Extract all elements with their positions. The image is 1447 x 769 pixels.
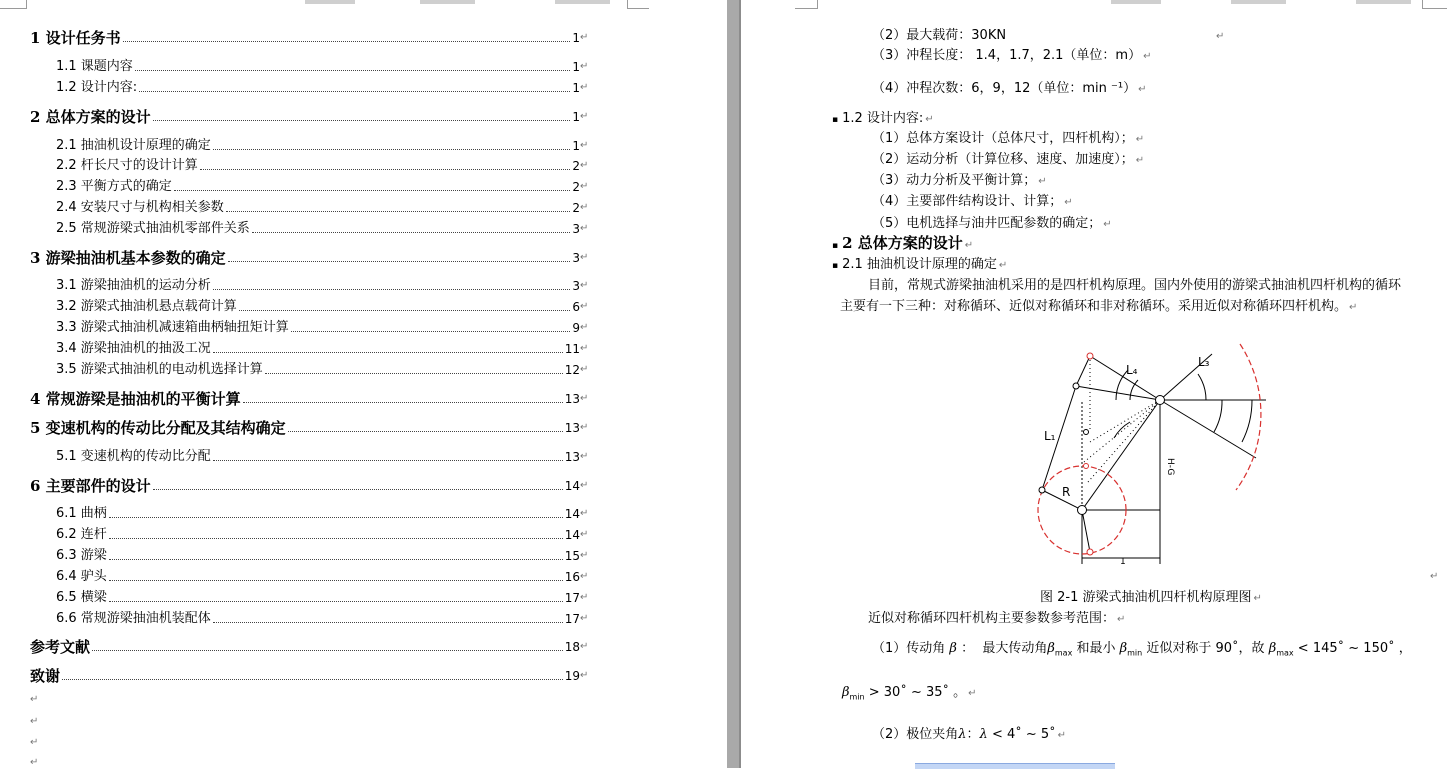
header-fragment: [305, 0, 355, 4]
toc-entry-page: 1: [572, 31, 580, 45]
toc-entry-page: 2: [572, 159, 580, 173]
paragraph-mark: ↵: [30, 737, 39, 748]
paragraph-mark: ↵: [580, 529, 589, 540]
toc-leader-dots: [62, 679, 563, 680]
crank-center-node: [1078, 506, 1087, 515]
toc-leader-dots: [153, 120, 571, 121]
paragraph-mark: ↵: [30, 694, 39, 705]
toc-leader-dots: [123, 41, 571, 42]
toc-entry-title: 致谢: [30, 667, 61, 685]
toc-entry-page: 14: [564, 479, 580, 493]
margin-corner-top-right-v: [1422, 0, 1423, 9]
crank-arm-2: [1082, 510, 1090, 552]
paragraph-mark: ↵: [1430, 571, 1439, 582]
horsehead-arm-bottom: [1160, 400, 1256, 458]
toc-entry-title: 3.5 游梁式抽油机的电动机选择计算: [56, 362, 263, 377]
toc-entry[interactable]: [30, 317, 590, 337]
header-fragment: [1356, 0, 1411, 4]
toc-entry-page: 6: [572, 300, 580, 314]
toc-leader-dots: [109, 517, 563, 518]
header-fragment: [555, 0, 610, 4]
toc-entry-title: 2.3 平衡方式的确定: [56, 179, 172, 194]
toc-entry-title: 2 总体方案的设计: [30, 108, 151, 126]
toc-entry[interactable]: [30, 417, 590, 437]
toc-entry-page: 14: [564, 507, 580, 521]
toc-entry[interactable]: [30, 27, 590, 47]
paragraph-mark: ↵: [580, 592, 589, 603]
toc-entry-title: 2.5 常规游梁式抽油机零部件关系: [56, 221, 250, 236]
toc-leader-dots: [213, 622, 563, 623]
paragraph-mark: ↵: [30, 757, 39, 768]
toc-entry-page: 13: [564, 392, 580, 406]
param-transmission-angle: （1）传动角 β ： 最大传动角$\beta_{max}$ 和最小 $\beta_{min}$ 近似对称于 90˚，故 $\beta_{max}$ < 145˚ ~ 150˚ ，: [872, 641, 1412, 658]
paragraph-mark: ↵: [580, 322, 589, 333]
toc-entry-title: 6.2 连杆: [56, 527, 107, 542]
paragraph-mark: ↵: [580, 140, 589, 151]
param-stroke-count: （4）冲程次数：6，9，12（单位：min ⁻¹） ↵: [872, 81, 1147, 96]
toc-entry-page: 19: [564, 669, 580, 683]
angle-arc: [1242, 400, 1252, 442]
toc-entry[interactable]: [30, 176, 590, 196]
margin-corner-top-right: [627, 8, 649, 9]
toc-entry-page: 3: [572, 222, 580, 236]
design-item: （5）电机选择与油井匹配参数的确定； ↵: [872, 216, 1112, 231]
toc-entry[interactable]: [30, 155, 590, 175]
angle-arc: [1198, 374, 1206, 400]
margin-corner-top-left: [795, 8, 817, 9]
toc-entry-page: 11: [564, 342, 580, 356]
toc-leader-dots: [200, 169, 571, 170]
paragraph-mark: ↵: [580, 480, 589, 491]
toc-leader-dots: [226, 211, 571, 212]
toc-entry[interactable]: [30, 587, 590, 607]
param-transmission-angle-min: $\beta_{min}$ > 30˚ ~ 35˚ 。 ↵: [842, 685, 977, 702]
toc-leader-dots: [228, 261, 571, 262]
toc-entry[interactable]: [30, 636, 590, 656]
margin-corner-top-right: [1422, 8, 1447, 9]
beam-end-link: [1076, 356, 1090, 386]
joint-node: [1073, 383, 1079, 389]
toc-entry-title: 1 设计任务书: [30, 29, 121, 47]
label-L1: L₁: [1044, 429, 1056, 443]
toc-entry-title: 2.2 杆长尺寸的设计计算: [56, 158, 198, 173]
toc-entry-title: 参考文献: [30, 638, 91, 656]
label-height: H-G: [1165, 458, 1175, 476]
label-base: 1: [1120, 557, 1126, 567]
toc-entry[interactable]: [30, 665, 590, 685]
toc-entry[interactable]: [30, 77, 590, 97]
paragraph-mark: ↵: [580, 343, 589, 354]
paragraph-mark: ↵: [580, 280, 589, 291]
toc-entry-title: 6 主要部件的设计: [30, 477, 151, 495]
text-selection-highlight: [915, 763, 1115, 769]
paragraph-mark: ↵: [580, 202, 589, 213]
paragraph-mark: ↵: [580, 571, 589, 582]
heading-1-2: ▪ 1.2 设计内容: ↵: [832, 111, 934, 126]
toc-entry[interactable]: [30, 197, 590, 217]
toc-entry[interactable]: [30, 218, 590, 238]
horsehead-arc: [1236, 344, 1261, 490]
toc-entry-page: 3: [572, 279, 580, 293]
label-L3: L₃: [1198, 355, 1210, 369]
guide-dotted-2: [1088, 400, 1160, 482]
toc-entry-page: 12: [564, 363, 580, 377]
toc-entry-title: 4 常规游梁是抽油机的平衡计算: [30, 390, 241, 408]
angle-arc: [1130, 380, 1138, 400]
body-text-line: 目前，常规式游梁抽油机采用的是四杆机构原理。国内外使用的游梁式抽油机四杆机构的循环: [868, 278, 1402, 293]
paragraph-mark: ↵: [580, 613, 589, 624]
joint-node: [1084, 464, 1089, 469]
figure-caption: 图 2-1 游梁式抽油机四杆机构原理图 ↵: [1040, 590, 1262, 605]
design-item: （2）运动分析（计算位移、速度、加速度）； ↵: [872, 152, 1145, 167]
paragraph-mark: ↵: [580, 364, 589, 375]
toc-entry-page: 14: [564, 528, 580, 542]
joint-node: [1039, 487, 1045, 493]
toc-entry-title: 6.5 横梁: [56, 590, 107, 605]
toc-entry[interactable]: [30, 545, 590, 565]
margin-corner-top-left: [0, 8, 26, 9]
header-fragment: [420, 0, 475, 4]
heading-chapter-2: ▪ 2 总体方案的设计 ↵: [832, 234, 974, 252]
paragraph-mark: ↵: [580, 160, 589, 171]
toc-entry-title: 6.1 曲柄: [56, 506, 107, 521]
toc-leader-dots: [213, 460, 563, 461]
toc-entry[interactable]: [30, 608, 590, 628]
toc-leader-dots: [213, 289, 571, 290]
heading-2-1: ▪ 2.1 抽油机设计原理的确定 ↵: [832, 257, 1008, 272]
toc-entry[interactable]: [30, 388, 590, 408]
paragraph-mark: ↵: [580, 111, 589, 122]
angle-arc: [1114, 422, 1130, 438]
toc-entry-page: 9: [572, 321, 580, 335]
toc-entry-page: 15: [564, 549, 580, 563]
toc-entry[interactable]: [30, 296, 590, 316]
joint-node: [1087, 549, 1093, 555]
toc-entry-page: 1: [572, 139, 580, 153]
toc-entry-title: 3.2 游梁式抽油机悬点载荷计算: [56, 299, 237, 314]
toc-entry-page: 1: [572, 81, 580, 95]
toc-entry-page: 18: [564, 640, 580, 654]
toc-entry[interactable]: [30, 275, 590, 295]
param-max-load: （2）最大载荷：30KN: [872, 28, 1007, 43]
toc-leader-dots: [109, 559, 563, 560]
paragraph-mark: ↵: [580, 451, 589, 462]
toc-entry-page: 13: [564, 421, 580, 435]
toc-entry-title: 3.1 游梁抽油机的运动分析: [56, 278, 211, 293]
header-fragment: [1231, 0, 1286, 4]
toc-entry-page: 1: [572, 60, 580, 74]
toc-entry-title: 3.4 游梁抽油机的抽汲工况: [56, 341, 211, 356]
guide-dotted-4: [1090, 400, 1160, 442]
toc-entry-title: 3 游梁抽油机基本参数的确定: [30, 249, 226, 267]
toc-entry[interactable]: [30, 247, 590, 267]
paragraph-mark: ↵: [580, 641, 589, 652]
toc-entry-page: 1: [572, 110, 580, 124]
toc-entry-page: 16: [564, 570, 580, 584]
toc-entry-page: 2: [572, 201, 580, 215]
toc-leader-dots: [109, 538, 563, 539]
toc-leader-dots: [291, 331, 571, 332]
toc-entry[interactable]: [30, 524, 590, 544]
toc-entry-page: 17: [564, 612, 580, 626]
beam-pivot-node: [1156, 396, 1165, 405]
body-text-line: 主要有一下三种：对称循环、近似对称循环和非对称循环。采用近似对称循环四杆机构。 ↵: [840, 299, 1358, 314]
toc-entry[interactable]: [30, 503, 590, 523]
toc-leader-dots: [174, 190, 571, 191]
toc-entry[interactable]: [30, 566, 590, 586]
toc-leader-dots: [213, 352, 563, 353]
toc-leader-dots: [109, 601, 563, 602]
paragraph-mark: ↵: [580, 301, 589, 312]
guide-dotted-3: [1084, 400, 1160, 462]
toc-entry-title: 5.1 变速机构的传动比分配: [56, 449, 211, 464]
toc-entry[interactable]: [30, 338, 590, 358]
diagonal-link: [1082, 400, 1160, 510]
toc-entry[interactable]: [30, 359, 590, 379]
margin-corner-top-left-v: [817, 0, 818, 9]
paragraph-mark: ↵: [580, 393, 589, 404]
header-fragment: [1111, 0, 1161, 4]
paragraph-mark: ↵: [580, 61, 589, 72]
toc-leader-dots: [243, 402, 563, 403]
toc-entry-title: 2.4 安装尺寸与机构相关参数: [56, 200, 224, 215]
design-item: （1）总体方案设计（总体尺寸，四杆机构）； ↵: [872, 131, 1145, 146]
toc-leader-dots: [252, 232, 571, 233]
toc-leader-dots: [239, 310, 571, 311]
toc-leader-dots: [135, 70, 571, 71]
toc-entry-title: 1.1 课题内容: [56, 59, 133, 74]
toc-leader-dots: [213, 149, 571, 150]
toc-leader-dots: [153, 489, 563, 490]
toc-entry-title: 6.3 游梁: [56, 548, 107, 563]
param-limit-angle: （2）极位夹角λ：λ < 4˚ ~ 5˚ ↵: [872, 727, 1067, 742]
paragraph-mark: ↵: [580, 252, 589, 263]
toc-entry-page: 13: [564, 450, 580, 464]
toc-leader-dots: [265, 373, 563, 374]
four-bar-linkage-figure: [1030, 342, 1280, 578]
toc-entry[interactable]: [30, 135, 590, 155]
design-item: （4）主要部件结构设计、计算； ↵: [872, 194, 1073, 209]
toc-entry-title: 5 变速机构的传动比分配及其结构确定: [30, 419, 286, 437]
paragraph-mark: ↵: [580, 223, 589, 234]
paragraph-mark: ↵: [580, 32, 589, 43]
paragraph-mark: ↵: [1216, 31, 1225, 42]
toc-leader-dots: [288, 431, 563, 432]
toc-entry-title: 6.4 驴头: [56, 569, 107, 584]
toc-entry-title: 1.2 设计内容:: [56, 80, 138, 95]
paragraph-mark: ↵: [580, 550, 589, 561]
margin-corner-top-right-v: [627, 0, 628, 9]
toc-entry-title: 2.1 抽油机设计原理的确定: [56, 138, 211, 153]
angle-arc: [1214, 400, 1222, 432]
joint-node: [1087, 353, 1093, 359]
toc-entry-page: 2: [572, 180, 580, 194]
toc-entry-page: 3: [572, 251, 580, 265]
toc-leader-dots: [139, 91, 570, 92]
toc-leader-dots: [109, 580, 563, 581]
paragraph-mark: ↵: [580, 670, 589, 681]
toc-entry[interactable]: [30, 106, 590, 126]
paragraph-mark: ↵: [580, 181, 589, 192]
joint-node: [1084, 430, 1089, 435]
label-R: R: [1062, 485, 1071, 499]
toc-entry[interactable]: [30, 446, 590, 466]
toc-entry[interactable]: [30, 56, 590, 76]
design-item: （3）动力分析及平衡计算； ↵: [872, 173, 1047, 188]
paragraph-mark: ↵: [580, 422, 589, 433]
paragraph-mark: ↵: [580, 82, 589, 93]
paragraph-mark: ↵: [580, 508, 589, 519]
toc-leader-dots: [92, 650, 563, 651]
param-intro: 近似对称循环四杆机构主要参数参考范围： ↵: [868, 611, 1126, 626]
toc-entry[interactable]: [30, 475, 590, 495]
toc-entry-title: 3.3 游梁式抽油机减速箱曲柄轴扭矩计算: [56, 320, 289, 335]
label-L4: L₄: [1126, 363, 1138, 377]
toc-entry-page: 17: [564, 591, 580, 605]
toc-entry-title: 6.6 常规游梁抽油机装配体: [56, 611, 211, 626]
paragraph-mark: ↵: [30, 716, 39, 727]
walking-beam-rear: [1090, 356, 1160, 400]
margin-corner-top-left-v: [26, 0, 27, 9]
param-stroke-length: （3）冲程长度： 1.4，1.7，2.1（单位：m） ↵: [872, 48, 1152, 63]
